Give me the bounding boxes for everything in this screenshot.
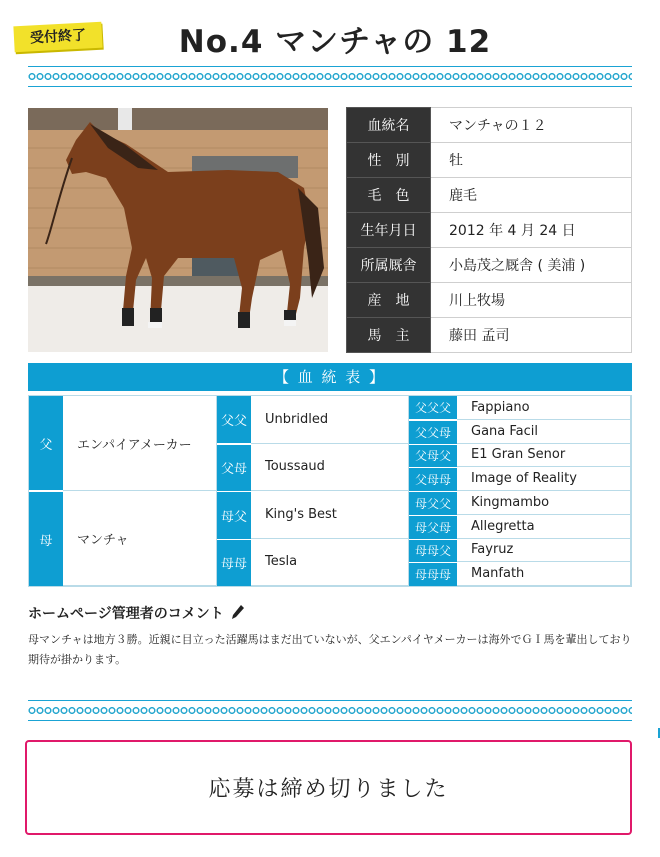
pedigree-second-label: 父父 [217, 396, 251, 443]
profile-label: 産 地 [347, 283, 431, 318]
pedigree-third-name: E1 Gran Senor [457, 444, 631, 468]
pedigree-heading: 【 血 統 表 】 [28, 363, 632, 391]
application-closed-box: 応募は締め切りました [25, 740, 632, 835]
pedigree-third-label: 母父父 [409, 492, 457, 515]
comment-heading [28, 603, 632, 625]
profile-label: 生年月日 [347, 213, 431, 248]
profile-row [347, 178, 632, 213]
profile-value: マンチャの１２ [431, 108, 632, 143]
profile-label: 馬 主 [347, 318, 431, 353]
page-title: No.4 マンチャの 12 [178, 24, 492, 60]
pedigree-third-label: 父父父 [409, 396, 457, 419]
profile-label: 毛 色 [347, 178, 431, 213]
status-badge: 受付終了 [13, 22, 102, 53]
horse-profile-table [346, 107, 632, 353]
decorative-border-top [28, 66, 632, 88]
pedigree-second-label: 母母 [217, 540, 251, 587]
decorative-border-bottom [28, 700, 632, 722]
pedigree-third-name: Gana Facil [457, 420, 631, 444]
profile-label: 血統名 [347, 108, 431, 143]
pedigree-third-name: Kingmambo [457, 491, 631, 515]
pedigree-third-label: 父父母 [409, 421, 457, 444]
pedigree-third-label: 母父母 [409, 516, 457, 539]
pedigree-third-label: 母母母 [409, 563, 457, 586]
pedigree-second-name: Unbridled [251, 396, 409, 444]
profile-row [347, 318, 632, 353]
pedigree-second-label: 母父 [217, 492, 251, 539]
pedigree-table [28, 395, 632, 587]
pedigree-dam-label: 母 [29, 492, 63, 586]
pedigree-second-name: Toussaud [251, 444, 409, 492]
pedigree-dam-name: マンチャ [63, 491, 217, 586]
pedigree-third-name: Image of Reality [457, 467, 631, 491]
profile-row [347, 283, 632, 318]
pedigree-second-name: Tesla [251, 539, 409, 587]
profile-row [347, 213, 632, 248]
profile-value: 鹿毛 [431, 178, 632, 213]
profile-value: 藤田 孟司 [431, 318, 632, 353]
pedigree-sire-name: エンパイアメーカー [63, 396, 217, 491]
profile-value: 2012 年 4 月 24 日 [431, 213, 632, 248]
pedigree-third-name: Fappiano [457, 396, 631, 420]
pedigree-third-label: 父母父 [409, 445, 457, 468]
profile-row [347, 143, 632, 178]
profile-label: 所属厩舎 [347, 248, 431, 283]
profile-label: 性 別 [347, 143, 431, 178]
comment-heading-text: ホームページ管理者のコメント [28, 606, 224, 622]
pedigree-second-label: 父母 [217, 445, 251, 492]
pedigree-second-name: King's Best [251, 491, 409, 539]
profile-row [347, 108, 632, 143]
horse-photo [28, 108, 328, 352]
pedigree-third-label: 父母母 [409, 468, 457, 491]
comment-body: 母マンチャは地方３勝。近親に目立った活躍馬はまだ出ていないが、父エンパイヤメーカーは海外でＧＩ馬を輩出しており期待が掛かります。 [28, 633, 632, 666]
profile-row [347, 248, 632, 283]
profile-value: 小島茂之厩舎 ( 美浦 ) [431, 248, 632, 283]
pedigree-third-name: Fayruz [457, 539, 631, 563]
profile-value: 牡 [431, 143, 632, 178]
pedigree-sire-label: 父 [29, 396, 63, 490]
profile-value: 川上牧場 [431, 283, 632, 318]
pedigree-third-name: Allegretta [457, 515, 631, 539]
pedigree-third-name: Manfath [457, 562, 631, 586]
pedigree-third-label: 母母父 [409, 540, 457, 563]
pencil-icon [231, 604, 245, 624]
